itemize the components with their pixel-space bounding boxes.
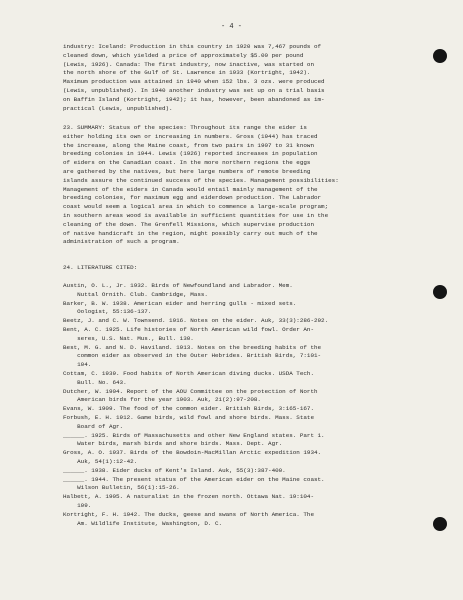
citation-line: ______. 1925. Birds of Massachusetts and other New England states. Part 1. bbox=[63, 431, 325, 439]
text-line: of eiders on the Canadian coast. In the more northern regions the eggs bbox=[63, 159, 311, 167]
citation-line: 109. bbox=[63, 501, 92, 509]
citation-line: Kortright, F. H. 1942. The ducks, geese and swans of North America. The bbox=[63, 510, 314, 518]
text-line: 23. SUMMARY: Status of the species: Throughout its range the eider is bbox=[63, 124, 307, 131]
text-line: Maximum production was attained in 1940 when 152 lbs. 3 ozs. were produced bbox=[63, 78, 325, 86]
citation-line: common eider as observed in the Outer Hebrides. British Birds, 7:101- bbox=[63, 352, 322, 360]
text-line: islands assure the continued success of the species. Management possibilities: bbox=[63, 176, 339, 184]
citation-line: Am. Wildlife Institute, Washington, D. C. bbox=[63, 519, 223, 527]
paragraph-industry bbox=[63, 43, 433, 113]
citation-line: 104. bbox=[63, 361, 92, 369]
text-line: practical (Lewis, unpublished). bbox=[63, 104, 173, 112]
text-line: the increase, along the Maine coast, from two pairs in 1907 to 31 known bbox=[63, 141, 314, 149]
text-line: cleaned down, which yielded a price of approximately $5.00 per pound bbox=[63, 51, 304, 59]
page-number: - 4 - bbox=[220, 23, 242, 31]
text-line: industry: Iceland: Production in this country in 1920 was 7,467 pounds of bbox=[63, 43, 322, 50]
citation-line: American birds for the year 1903. Auk, 21(2):97-208. bbox=[63, 396, 261, 404]
citation-line: Halbett, A. 1905. A naturalist in the frozen north. Ottawa Nat. 19:104- bbox=[63, 493, 314, 501]
citation-line: Dutcher, W. 1904. Report of the AOU Committee on the protection of North bbox=[63, 387, 318, 395]
citation-line: Bull. No. 643. bbox=[63, 378, 127, 386]
text-line: breeding colonies, for maximum egg and eiderdown production. The Labrador bbox=[63, 194, 322, 202]
text-line: are gathered by the natives, but here large numbers of remote breeding bbox=[63, 167, 311, 175]
citation-line: ______. 1944. The present status of the American eider on the Maine coast. bbox=[63, 475, 325, 483]
literature-list bbox=[63, 282, 433, 528]
citation-line: Bent, A. C. 1925. Life histories of North American wild fowl. Order An- bbox=[63, 325, 314, 333]
text-line: breeding colonies in 1944. Lewis (1926) reported increases in population bbox=[63, 150, 318, 158]
binder-hole bbox=[433, 517, 447, 531]
text-line: (Lewis, 1926). Canada: The first industry, now inactive, was started on bbox=[63, 60, 314, 68]
text-line: Management of the eiders in Canada would entail mainly management of the bbox=[63, 185, 318, 193]
text-line: either holding its own or increasing in numbers. Gross (1944) has traced bbox=[63, 132, 318, 140]
citation-line: Nuttal Ornith. Club. Cambridge, Mass. bbox=[63, 290, 208, 298]
citation-line: Forbush, E. H. 1912. Game birds, wild fowl and shore birds. Mass. State bbox=[63, 413, 314, 421]
paragraph-summary bbox=[63, 124, 433, 247]
citation-line: ______. 1938. Eider ducks of Kent's Island. Auk, 55(3):387-400. bbox=[63, 466, 286, 474]
text-line: coast would seem a logical area in which to commence a large-scale program; bbox=[63, 203, 329, 211]
binder-hole bbox=[433, 285, 447, 299]
citation-line: Water birds, marsh birds and shore birds. Mass. Dept. Agr. bbox=[63, 440, 283, 448]
citation-line: Gross, A. O. 1937. Birds of the Bowdoin-MacMillan Arctic expedition 1934. bbox=[63, 449, 322, 457]
citation-line: Cottam, C. 1939. Food habits of North American diving ducks. USDA Tech. bbox=[63, 369, 314, 377]
citation-line: Barker, B. W. 1938. American eider and herring gulls - mixed sets. bbox=[63, 299, 297, 307]
text-line: administration of such a program. bbox=[63, 238, 180, 246]
text-line: in southern areas wood is available in sufficient quantities for use in the bbox=[63, 211, 329, 219]
heading-literature-cited: 24. LITERATURE CITED: bbox=[63, 264, 138, 271]
citation-line: seres, U.S. Nat. Mus., Bull. 130. bbox=[63, 334, 194, 342]
text-line: (Lewis, unpublished). In 1940 another industry was set up on a trial basis bbox=[63, 86, 325, 94]
text-line: cleaning of the down. The Grenfell Missions, which supervise production bbox=[63, 220, 314, 228]
citation-line: Board of Agr. bbox=[63, 422, 124, 430]
citation-line: Beetz, J. and C. W. Townsend. 1916. Notes on the eider. Auk, 33(3):286-292. bbox=[63, 317, 329, 325]
binder-hole bbox=[433, 49, 447, 63]
citation-line: Oologist, 55:136-137. bbox=[63, 308, 152, 316]
citation-line: Wilson Bulletin, 56(1):15-26. bbox=[63, 484, 180, 492]
citation-line: Austin, O. L., Jr. 1932. Birds of Newfoundland and Labrador. Mem. bbox=[63, 282, 293, 289]
citation-line: Best, M. G. and N. D. Haviland. 1913. Notes on the breeding habits of the bbox=[63, 343, 322, 351]
text-line: on Baffin Island (Kortright, 1942); it has, however, been abandoned as im- bbox=[63, 95, 325, 103]
citation-line: Auk, 54(1):12-42. bbox=[63, 457, 138, 465]
citation-line: Evans, W. 1909. The food of the common eider. British Birds, 3:165-167. bbox=[63, 405, 314, 413]
text-line: of native handicraft in the region, might possibly carry out much of the bbox=[63, 229, 318, 237]
text-line: the north shore of the Gulf of St. Lawrence in 1933 (Kortright, 1942). bbox=[63, 69, 311, 77]
